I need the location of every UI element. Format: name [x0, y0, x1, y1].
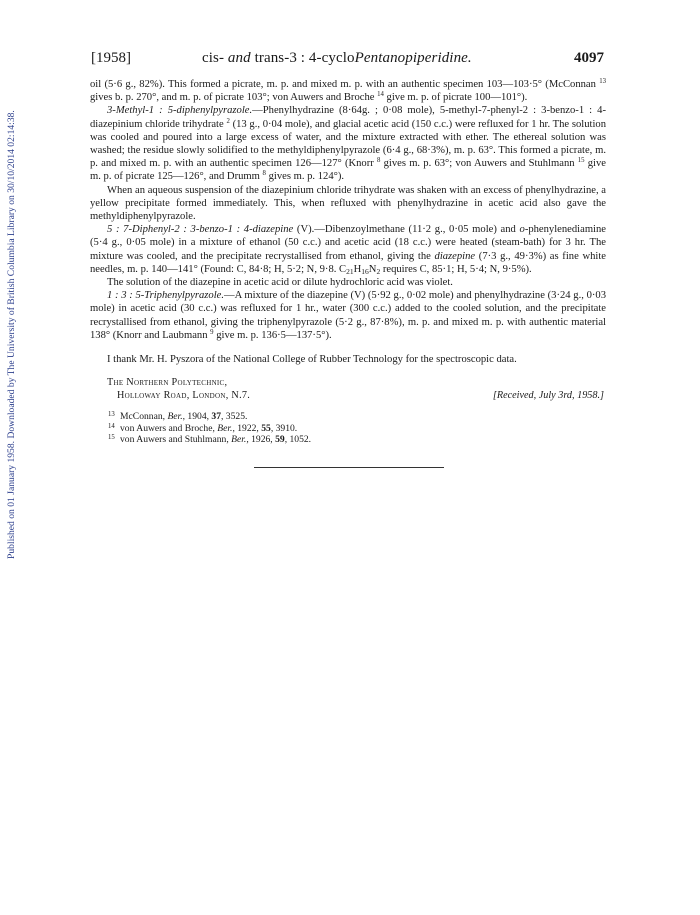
text: gives m. p. 124°).	[265, 171, 345, 183]
address-line: Holloway Road, London, N.7.	[117, 389, 251, 401]
section-heading: 1 : 3 : 5-Triphenylpyrazole.	[107, 290, 225, 302]
acknowledgement: I thank Mr. H. Pyszora of the National College of Rubber Technology for the spectroscopic data.	[107, 354, 517, 366]
text: gives m. p. 63°; von Auwers and Stuhlmann	[380, 158, 578, 170]
journal-year: [1958]	[91, 50, 131, 66]
reference-mark: 8	[377, 157, 381, 165]
reference-mark: 9	[210, 328, 214, 336]
article-body	[90, 78, 606, 366]
title-part: and	[227, 50, 251, 66]
article-page	[90, 50, 606, 468]
footnote-author: von Auwers and Broche,	[120, 422, 218, 434]
page-number: 4097	[574, 50, 604, 66]
text: give m. p. 136·5—137·5°).	[213, 329, 332, 341]
title-part: Pentanopiperidine.	[354, 50, 472, 66]
footnote: 14 von Auwers and Broche, Ber., 1922, 55, 3910.	[108, 422, 298, 434]
paragraph-aqueous-suspension: When an aqueous suspension of the diazepinium chloride trihydrate was shaken with an excess of phenylhydrazine, a yellow precipitate formed immediately. This, when refluxed with phenylhydrazine in acetic acid also gave the methyldiphenylpyrazole.	[90, 184, 606, 223]
subscript: 21	[346, 266, 354, 276]
paragraph-violet-solution: The solution of the diazepine in acetic acid or dilute hydrochloric acid was violet.	[107, 277, 453, 289]
footnote-volume: 37	[211, 411, 221, 423]
footnote-year: , 1922,	[232, 422, 262, 434]
paragraph-methyl-diphenylpyrazole	[90, 104, 606, 183]
running-head	[90, 50, 606, 72]
subscript: 16	[361, 266, 369, 276]
footnote: 13 McConnan, Ber., 1904, 37, 3525.	[108, 411, 248, 423]
footnote-volume: 59	[275, 433, 285, 445]
footnote-pages: , 1052.	[284, 433, 312, 445]
text: (7·3 g., 49·3%) as fine white needles, m. p. 140—141° (Found: C, 84·8; H, 5·2; N, 9·8. C	[90, 250, 606, 275]
text: diazepine	[434, 250, 476, 262]
text: requires C, 85·1; H, 5·4; N, 9·5%).	[380, 263, 532, 275]
paragraph-diphenyl-benzodiazepine	[90, 223, 606, 276]
text: give m. p. of picrate 100—101°).	[383, 92, 528, 104]
reference-mark: 8	[262, 170, 266, 178]
section-heading: 5 : 7-Diphenyl-2 : 3-benzo-1 : 4-diazepine	[107, 224, 294, 236]
text: oil (5·6 g., 82%). This formed a picrate, m. p. and mixed m. p. with an authentic specimen 103—103·5° (McConnan	[90, 79, 600, 90]
footnote-volume: 55	[261, 422, 271, 434]
title-part: cis-	[202, 50, 228, 66]
section-heading: 3-Methyl-1 : 5-diphenylpyrazole.	[107, 105, 253, 117]
footnote: 15 von Auwers and Stuhlmann, Ber., 1926, 59, 1052.	[108, 433, 312, 445]
title-part: trans-3 : 4-cyclo	[250, 50, 355, 66]
paragraph-oil	[90, 78, 606, 104]
footnote-year: , 1904,	[182, 411, 212, 423]
text: —A mixture of the diazepine (V) (5·92 g., 0·02 mole) and phenylhydrazine (3·24 g., 0·03 mole) in acetic acid (30 c.c.) was refluxed for 1 hr., water (300 c.c.) added to the cooled solution, and the precipitate recrystallised from ethanol, giving the triphenylpyrazole (5·2 g., 87·8%), m. p. and mixed m. p. with authentic material 138° (Knorr and Laubmann	[90, 290, 606, 341]
text: —Phenylhydrazine (8·64g. ; 0·08 mole), 5-methyl-7-phenyl-2 : 3-benzo-1 : 4-diazepinium chloride trihydrate	[90, 105, 606, 130]
end-rule	[254, 467, 444, 468]
download-watermark: Published on 01 January 1958. Downloaded by The University of British Columbia Library on 30/10/2014 02:14:38.	[6, 110, 17, 560]
text: (13 g., 0·04 mole), and glacial acetic acid (150 c.c.) were refluxed for 1 hr. The solution was cooled and poured into a large excess of water, and the mixture extracted with ether. The ethereal solution was washed; the residue slowly solidified to the methyldiphenylpyrazole (6·4 g., 68·3%), m. p. 63°. This formed a picrate, m. p. and mixed m. p. with an authentic specimen 126—127° (Knorr	[90, 118, 606, 170]
reference-mark: 13	[599, 78, 606, 85]
subscript: 2	[376, 266, 381, 276]
reference-mark: 2	[226, 117, 230, 125]
text: N	[368, 263, 377, 275]
address-line: The Northern Polytechnic,	[107, 377, 228, 389]
text: gives b. p. 270°, and m. p. of picrate 103°; von Auwers and Broche	[90, 92, 378, 104]
author-address	[90, 377, 606, 402]
footnote-journal: Ber.	[167, 411, 183, 423]
footnote-author: von Auwers and Stuhlmann,	[120, 433, 232, 445]
received-date: [Received, July 3rd, 1958.]	[492, 389, 604, 401]
running-title	[202, 50, 472, 67]
reference-mark: 14	[377, 91, 384, 99]
text: (V).—Dibenzoylmethane (11·2 g., 0·05 mole) and	[293, 224, 520, 236]
footnote-year: , 1926,	[246, 433, 276, 445]
text: H	[353, 263, 362, 275]
reference-mark: 15	[577, 157, 585, 165]
footnotes	[90, 411, 606, 445]
paragraph-triphenylpyrazole	[90, 289, 606, 342]
text: -phenylenediamine (5·4 g., 0·05 mole) in a mixture of ethanol (50 c.c.) and acetic acid (18 c.c.) were heated (steam-bath) for 3 hr. The mixture was cooled, and the precipitate recrystallised from ethanol, giving the	[90, 224, 606, 262]
footnote-author: McConnan,	[120, 411, 168, 423]
text: give m. p. of picrate 125—126°, and Drumm	[90, 158, 606, 183]
footnote-journal: Ber.	[231, 433, 247, 445]
footnote-journal: Ber.	[217, 422, 233, 434]
text: o	[519, 224, 525, 236]
footnote-pages: , 3910.	[270, 422, 298, 434]
footnote-pages: , 3525.	[221, 411, 248, 423]
